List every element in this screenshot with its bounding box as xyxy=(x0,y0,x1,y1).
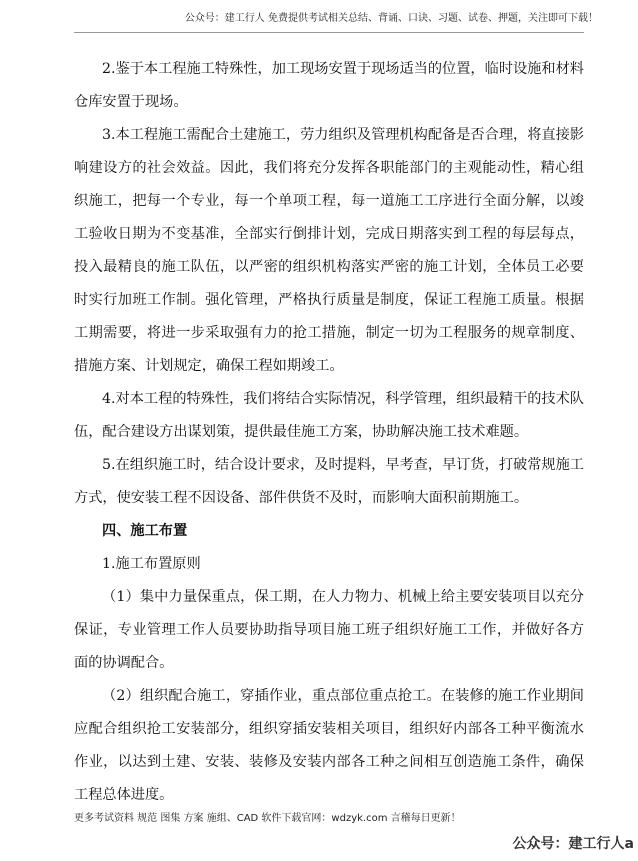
paragraph-2: 2.鉴于本工程施工特殊性，加工现场安置于现场适当的位置，临时设施和材料仓库安置于现场。 xyxy=(74,61,584,110)
header-divider xyxy=(74,32,584,33)
paragraph-5: 5.在组织施工时，结合设计要求，及时提料，早考查，早订货，打破常规施工方式，使安装工程不因设备、部件供货不及时，而影响大面积前期施工。 xyxy=(74,457,584,506)
paragraph-3: 3.本工程施工需配合土建施工，劳力组织及管理机构配备是否合理，将直接影响建设方的社会效益。因此，我们将充分发挥各职能部门的主观能动性，精心组织施工，把每一个专业，每一个单项工程，每一道施工工序进行全面分解，以竣工验收日期为不变基准，全部实行倒排计划，完成日期落实到工程的每层每点，投入最精良的施工队伍，以严密的组织机构落实严密的施工计划，全体员工必要时实行加班工作制。强化管理，严格执行质量是制度，保证工程施工质量。根据工期需要，将进一步采取强有力的抢工措施，制定一切为工程服务的规章制度、措施方案、计划规定，确保工程如期竣工。 xyxy=(74,127,584,374)
page-header: 公众号：建工行人 免费提供考试相关总结、背诵、口诀、习题、试卷、押题，关注即可下载！ xyxy=(184,13,598,24)
page-footer: 更多考试资料 规范 图集 方案 施组、CAD 软件下载官网：wdzyk.com 言稽每日更新！ xyxy=(74,813,461,824)
principle-1: （1）集中力量保重点，保工期，在人力物力、机械上给主要安装项目以充分保证，专业管理工作人员要协助指导项目施工班子组织好施工工作，并做好各方面的协调配合。 xyxy=(74,589,584,671)
paragraph-4: 4.对本工程的特殊性，我们将结合实际情况，科学管理，组织最精干的技术队伍，配合建设方出谋划策，提供最佳施工方案，协助解决施工技术难题。 xyxy=(74,391,584,440)
watermark: 公众号：建工行人a xyxy=(512,836,634,852)
principle-2: （2）组织配合施工，穿插作业，重点部位重点抢工。在装修的施工作业期间应配合组织抢工安装部分，组织穿插安装相关项目，组织好内部各工种平衡流水作业，以达到土建、安装、装修及安装内部各工种之间相互创造施工条件，确保工程总体进度。 xyxy=(74,688,584,803)
body-content xyxy=(74,53,584,812)
subsection-title: 1.施工布置原则 xyxy=(102,556,201,572)
section-heading: 四、施工布置 xyxy=(102,523,188,539)
